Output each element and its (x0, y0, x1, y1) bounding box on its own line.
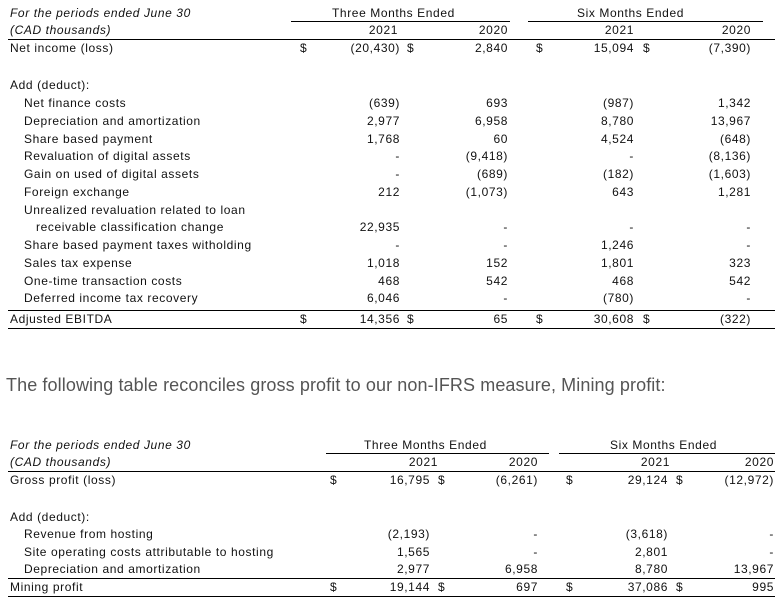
value: 1,342 (717, 96, 751, 110)
row-label: Net finance costs (24, 96, 127, 110)
value: (639) (368, 96, 400, 110)
value: (689) (476, 167, 508, 181)
value: (322) (719, 312, 751, 326)
adjusted-ebitda-label: Adjusted EBITDA (10, 312, 113, 326)
dollar-sign: $ (566, 580, 574, 594)
value: 2,840 (474, 41, 508, 55)
value: 542 (486, 273, 508, 288)
value: - (395, 149, 400, 164)
table-row (8, 202, 775, 219)
value: (9,418) (465, 149, 508, 164)
dollar-sign: $ (643, 41, 651, 55)
row-label: One-time transaction costs (24, 273, 183, 288)
table-row (8, 237, 775, 254)
year-col-3: 2021 (604, 23, 634, 37)
value: 16,795 (389, 473, 430, 487)
dollar-sign: $ (676, 473, 684, 487)
table-row (8, 166, 775, 183)
table-row (8, 273, 775, 290)
value: (8,136) (708, 149, 751, 164)
year-col-3: 2021 (640, 455, 670, 469)
value: - (395, 238, 400, 252)
header-row-2 (8, 454, 775, 471)
value: 1,281 (717, 184, 751, 199)
value: 14,356 (359, 312, 400, 326)
dollar-sign: $ (566, 473, 574, 487)
table-row (8, 219, 775, 236)
gross-profit-row (8, 472, 775, 489)
value: (3,618) (625, 527, 668, 541)
value: (7,390) (708, 41, 751, 55)
periods-label: For the periods ended June 30 (10, 438, 191, 452)
value: 29,124 (627, 473, 668, 487)
row-label: Foreign exchange (24, 184, 130, 199)
group-six-months: Six Months Ended (577, 6, 684, 20)
header-row-2 (8, 22, 775, 39)
year-col-1: 2021 (368, 23, 398, 37)
value: - (629, 149, 634, 164)
year-col-1: 2021 (408, 455, 438, 469)
add-deduct-label: Add (deduct): (10, 510, 90, 524)
value: - (533, 544, 538, 559)
row-label: Depreciation and amortization (24, 562, 201, 576)
value: 13,967 (733, 562, 774, 576)
table-row (8, 526, 775, 543)
group-six-months: Six Months Ended (610, 438, 717, 452)
value: 468 (378, 273, 400, 288)
mining-profit-row (8, 579, 775, 596)
value: 65 (493, 312, 508, 326)
total-bottom-rule (8, 328, 775, 329)
row-label: Sales tax expense (24, 255, 133, 270)
table-row (8, 113, 775, 130)
add-deduct-row (8, 77, 775, 94)
value: - (533, 527, 538, 541)
row-label: Revaluation of digital assets (24, 149, 191, 164)
value: 8,780 (634, 562, 668, 576)
year-col-4: 2020 (744, 455, 774, 469)
value: (182) (602, 167, 634, 181)
value: 2,801 (634, 544, 668, 559)
row-label: Unrealized revaluation related to loan (24, 202, 246, 217)
value: 6,046 (366, 291, 400, 306)
year-col-2: 2020 (478, 23, 508, 37)
dollar-sign: $ (407, 312, 415, 326)
value: 693 (486, 96, 508, 110)
dollar-sign: $ (536, 41, 544, 55)
value: (20,430) (350, 41, 400, 55)
value: 37,086 (627, 580, 668, 594)
dollar-sign: $ (300, 41, 308, 55)
dollar-sign: $ (676, 580, 684, 594)
dollar-sign: $ (438, 580, 446, 594)
value: 1,801 (600, 255, 634, 270)
net-income-row (8, 40, 775, 57)
value: (648) (719, 131, 751, 146)
table-row (8, 95, 775, 112)
add-deduct-row (8, 509, 775, 526)
row-label: receivable classification change (36, 220, 224, 235)
dollar-sign: $ (300, 312, 308, 326)
table-row (8, 544, 775, 561)
value: 4,524 (600, 131, 634, 146)
dollar-sign: $ (330, 473, 338, 487)
dollar-sign: $ (438, 473, 446, 487)
value: - (629, 220, 634, 235)
value: 30,608 (593, 312, 634, 326)
row-label: Deferred income tax recovery (24, 291, 199, 306)
table-row (8, 290, 775, 307)
value: 212 (378, 184, 400, 199)
row-label: Share based payment (24, 131, 153, 146)
dollar-sign: $ (536, 312, 544, 326)
row-label: Share based payment taxes witholding (24, 238, 252, 252)
value: (987) (602, 96, 634, 110)
units-label: (CAD thousands) (10, 23, 112, 37)
table-row (8, 184, 775, 201)
dollar-sign: $ (407, 41, 415, 55)
table-row (8, 561, 775, 578)
value: (6,261) (495, 473, 538, 487)
table-row (8, 255, 775, 272)
total-bottom-rule (8, 596, 775, 597)
value: - (395, 167, 400, 181)
add-deduct-label: Add (deduct): (10, 78, 90, 92)
value: 15,094 (593, 41, 634, 55)
value: 323 (729, 255, 751, 270)
header-row-1 (8, 437, 775, 454)
value: 152 (486, 255, 508, 270)
value: - (769, 544, 774, 559)
value: 22,935 (359, 220, 400, 235)
value: 6,958 (474, 113, 508, 128)
value: 2,977 (396, 562, 430, 576)
year-col-4: 2020 (721, 23, 751, 37)
value: 697 (516, 580, 538, 594)
year-col-2: 2020 (508, 455, 538, 469)
value: 19,144 (389, 580, 430, 594)
value: 60 (493, 131, 508, 146)
value: - (503, 291, 508, 306)
table-row (8, 131, 775, 148)
group-three-months: Three Months Ended (364, 438, 487, 452)
value: 468 (612, 273, 634, 288)
value: 643 (612, 184, 634, 199)
intro-sentence: The following table reconciles gross profit to our non-IFRS measure, Mining profit: (6, 375, 666, 395)
value: 13,967 (710, 113, 751, 128)
value: - (746, 220, 751, 235)
value: - (503, 220, 508, 235)
mining-profit-label: Mining profit (10, 580, 84, 594)
dollar-sign: $ (643, 312, 651, 326)
value: - (769, 527, 774, 541)
value: 995 (752, 580, 774, 594)
value: - (746, 238, 751, 252)
value: - (746, 291, 751, 306)
table-row (8, 148, 775, 165)
value: 8,780 (600, 113, 634, 128)
row-label: Gain on used of digital assets (24, 167, 200, 181)
net-income-label: Net income (loss) (10, 41, 114, 55)
value: 2,977 (366, 113, 400, 128)
group-three-months: Three Months Ended (332, 6, 455, 20)
value: (780) (602, 291, 634, 306)
row-label: Depreciation and amortization (24, 113, 201, 128)
row-label: Revenue from hosting (24, 527, 154, 541)
gross-profit-label: Gross profit (loss) (10, 473, 117, 487)
value: (2,193) (387, 527, 430, 541)
value: 542 (729, 273, 751, 288)
dollar-sign: $ (330, 580, 338, 594)
adjusted-ebitda-row (8, 311, 775, 328)
value: (1,603) (708, 167, 751, 181)
value: 1,246 (600, 238, 634, 252)
value: 1,565 (396, 544, 430, 559)
value: 6,958 (504, 562, 538, 576)
periods-label: For the periods ended June 30 (10, 6, 191, 20)
header-row-1 (8, 5, 775, 22)
value: (12,972) (724, 473, 774, 487)
units-label: (CAD thousands) (10, 455, 112, 469)
row-label: Site operating costs attributable to hosting (24, 544, 274, 559)
value: 1,018 (366, 255, 400, 270)
value: (1,073) (465, 184, 508, 199)
value: - (503, 238, 508, 252)
value: 1,768 (366, 131, 400, 146)
